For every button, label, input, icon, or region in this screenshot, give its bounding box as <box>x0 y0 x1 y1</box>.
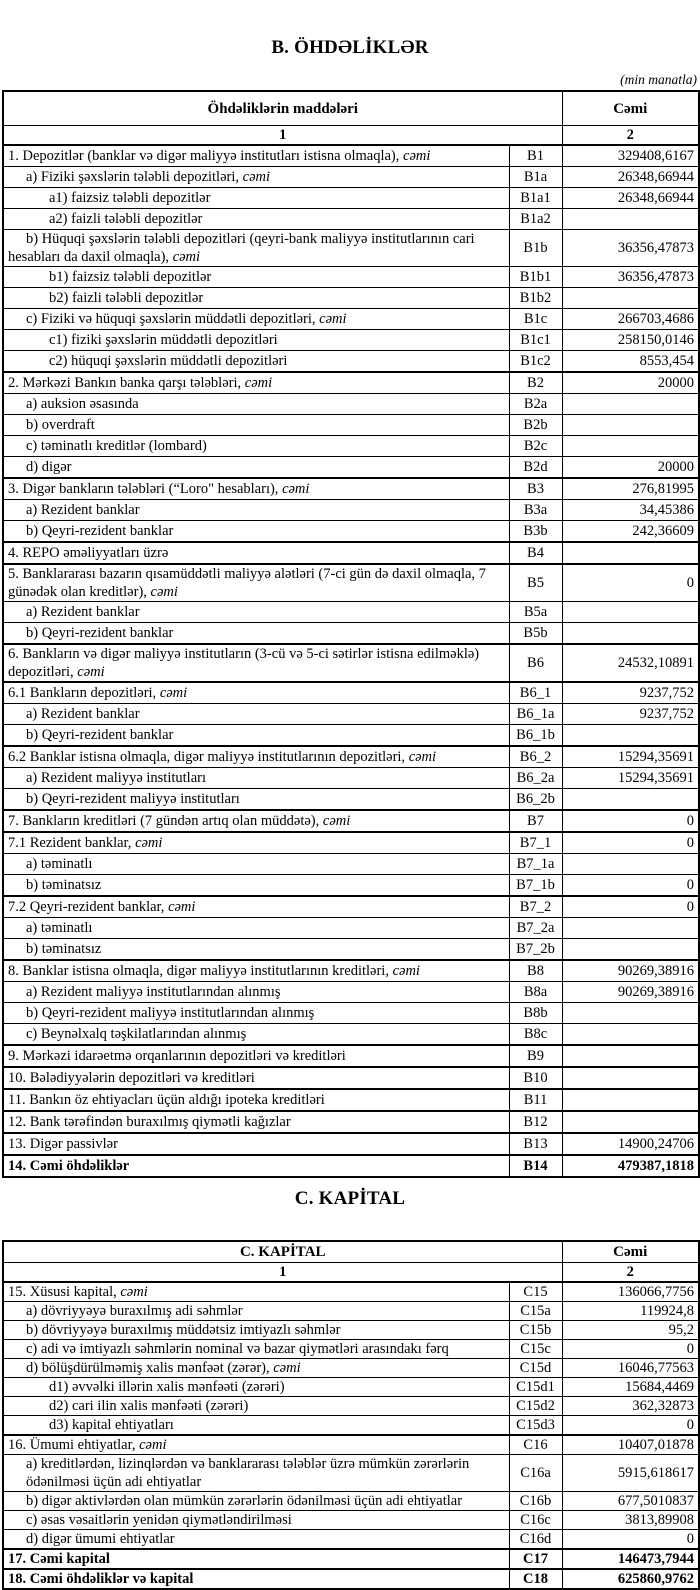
item-label: 6. Bankların və digər maliyyə institutların (3-cü və 5-ci sətirlər istisna edilməklə) depozitləri, cəmi <box>3 644 509 682</box>
item-label: 12. Bank tərəfindən buraxılmış qiymətli kağızlar <box>3 1111 509 1133</box>
item-label: c) Beynəlxalq təşkilatlarından alınmış <box>3 1024 509 1046</box>
item-label: d1) əvvəlki illərin xalis mənfəəti (zərəri) <box>3 1378 509 1397</box>
item-code: C15d2 <box>509 1397 562 1416</box>
item-label: c) təminatlı kreditlər (lombard) <box>3 436 509 457</box>
unit-note: (min manatla) <box>620 72 697 87</box>
item-code: B1b <box>509 230 562 267</box>
item-label: a) kreditlərdən, lizinqlərdən və banklararası tələblər üzrə mümkün zərərlərin ödənilməsi üçün adi ehtiyatlar <box>3 1455 509 1492</box>
item-label: 2. Mərkəzi Bankın banka qarşı tələbləri, cəmi <box>3 372 509 394</box>
item-value: 20000 <box>562 457 699 479</box>
capital-colnum-row <box>3 1263 699 1283</box>
colnum-2: 2 <box>562 126 699 146</box>
item-label: 7.1 Rezident banklar, cəmi <box>3 832 509 854</box>
item-label: a) Fiziki şəxslərin tələbli depozitləri, cəmi <box>3 167 509 188</box>
item-label: a) təminatlı <box>3 918 509 939</box>
item-value: 9237,752 <box>562 682 699 704</box>
liabilities-row-B6_2a <box>3 768 699 789</box>
item-code: B2d <box>509 457 562 479</box>
liabilities-row-B1c <box>3 309 699 330</box>
item-code: B4 <box>509 542 562 564</box>
item-label: c2) hüquqi şəxslərin müddətli depozitləri <box>3 351 509 373</box>
item-label: c) adi və imtiyazlı səhmlərin nominal və bazar qiymətləri arasındakı fərq <box>3 1340 509 1359</box>
item-code: C15d <box>509 1359 562 1378</box>
liabilities-row-B3 <box>3 478 699 500</box>
item-label: 7.2 Qeyri-rezident banklar, cəmi <box>3 896 509 918</box>
item-label: c) əsas vəsaitlərin yenidən qiymətləndirilməsi <box>3 1511 509 1530</box>
item-code: B10 <box>509 1067 562 1089</box>
liabilities-total-header: Cəmi <box>562 91 699 126</box>
capital-table <box>2 1240 700 1590</box>
capital-row-C15 <box>3 1282 699 1302</box>
item-label: 11. Bankın öz ehtiyacları üçün aldığı ipoteka kreditləri <box>3 1089 509 1111</box>
item-code: B9 <box>509 1045 562 1067</box>
item-label: a) təminatlı <box>3 854 509 875</box>
item-value: 34,45386 <box>562 500 699 521</box>
item-value <box>562 209 699 230</box>
item-label: a) Rezident maliyyə institutlarından alınmış <box>3 982 509 1003</box>
item-value: 0 <box>562 832 699 854</box>
item-label: b) Qeyri-rezident banklar <box>3 521 509 543</box>
item-label: b) dövriyyəyə buraxılmış müddətsiz imtiyazlı səhmlər <box>3 1321 509 1340</box>
item-code: B1a <box>509 167 562 188</box>
liabilities-row-B7_1b <box>3 875 699 897</box>
item-code: B2a <box>509 394 562 415</box>
item-value: 146473,7944 <box>562 1549 699 1569</box>
colnum-1: 1 <box>3 126 562 146</box>
item-code: C15c <box>509 1340 562 1359</box>
item-value: 9237,752 <box>562 704 699 725</box>
liabilities-row-B6_1b <box>3 725 699 747</box>
item-value: 0 <box>562 875 699 897</box>
item-value: 242,36609 <box>562 521 699 543</box>
liabilities-table <box>2 90 700 1178</box>
capital-row-C15a <box>3 1302 699 1321</box>
item-label: a) Rezident banklar <box>3 704 509 725</box>
item-label: a) dövriyyəyə buraxılmış adi səhmlər <box>3 1302 509 1321</box>
liabilities-row-B7_2a <box>3 918 699 939</box>
item-code: C16b <box>509 1492 562 1511</box>
item-label: b) Hüquqi şəxslərin tələbli depozitləri (qeyri-bank maliyyə institutlarının cari hesabları da daxil olmaqla), cəmi <box>3 230 509 267</box>
item-label: b) Qeyri-rezident banklar <box>3 623 509 645</box>
item-value: 3813,89908 <box>562 1511 699 1530</box>
liabilities-row-B1 <box>3 145 699 167</box>
liabilities-row-B10 <box>3 1067 699 1089</box>
item-code: B5 <box>509 564 562 602</box>
item-code: B1c2 <box>509 351 562 373</box>
item-value <box>562 623 699 645</box>
item-value: 0 <box>562 1530 699 1550</box>
item-label-italic: cəmi <box>242 169 271 185</box>
item-value: 0 <box>562 1416 699 1436</box>
liabilities-row-B13 <box>3 1133 699 1155</box>
item-value: 5915,618617 <box>562 1455 699 1492</box>
item-code: B12 <box>509 1111 562 1133</box>
item-value: 90269,38916 <box>562 982 699 1003</box>
item-label: 9. Mərkəzi idarəetmə orqanlarının depozitləri və kreditləri <box>3 1045 509 1067</box>
item-label: b) Qeyri-rezident banklar <box>3 725 509 747</box>
item-label: a1) faizsiz tələbli depozitlər <box>3 188 509 209</box>
item-value: 36356,47873 <box>562 267 699 288</box>
item-code: B5a <box>509 602 562 623</box>
item-label: b) təminatsız <box>3 939 509 961</box>
item-label: c) Fiziki və hüquqi şəxslərin müddətli depozitləri, cəmi <box>3 309 509 330</box>
item-value: 0 <box>562 564 699 602</box>
capital-row-C15d3 <box>3 1416 699 1436</box>
item-code: B6_1 <box>509 682 562 704</box>
liabilities-row-B12 <box>3 1111 699 1133</box>
item-value <box>562 1003 699 1024</box>
item-label-italic: cəmi <box>322 813 351 829</box>
item-value <box>562 602 699 623</box>
item-label: d) bölüşdürülməmiş xalis mənfəət (zərər), cəmi <box>3 1359 509 1378</box>
liabilities-row-B8 <box>3 960 699 982</box>
item-value <box>562 288 699 309</box>
item-label: a2) faizli tələbli depozitlər <box>3 209 509 230</box>
item-value: 20000 <box>562 372 699 394</box>
item-label: 6.2 Banklar istisna olmaqla, digər maliyyə institutlarının depozitləri, cəmi <box>3 746 509 768</box>
item-code: B6 <box>509 644 562 682</box>
item-code: B1c <box>509 309 562 330</box>
item-code: C15a <box>509 1302 562 1321</box>
capital-header-row <box>3 1241 699 1263</box>
item-value: 258150,0146 <box>562 330 699 351</box>
liabilities-row-B1c1 <box>3 330 699 351</box>
item-value: 136066,7756 <box>562 1282 699 1302</box>
item-value: 14900,24706 <box>562 1133 699 1155</box>
liabilities-row-B1a <box>3 167 699 188</box>
item-label: 14. Cəmi öhdəliklər <box>3 1155 509 1177</box>
liabilities-row-B6_2 <box>3 746 699 768</box>
item-code: C16a <box>509 1455 562 1492</box>
item-value: 0 <box>562 1340 699 1359</box>
item-value <box>562 939 699 961</box>
item-value <box>562 1067 699 1089</box>
item-value: 276,81995 <box>562 478 699 500</box>
item-label: 1. Depozitlər (banklar və digər maliyyə institutları istisna olmaqla), cəmi <box>3 145 509 167</box>
liabilities-row-B5a <box>3 602 699 623</box>
item-value: 26348,66944 <box>562 167 699 188</box>
item-code: B7_1 <box>509 832 562 854</box>
liabilities-row-B1a1 <box>3 188 699 209</box>
item-value: 329408,6167 <box>562 145 699 167</box>
item-code: B1a2 <box>509 209 562 230</box>
item-label-italic: cəmi <box>150 584 178 600</box>
item-label: 4. REPO əməliyyatları üzrə <box>3 542 509 564</box>
item-label: b) Qeyri-rezident maliyyə institutları <box>3 789 509 811</box>
item-code: B7_1b <box>509 875 562 897</box>
item-code: B6_2a <box>509 768 562 789</box>
item-value <box>562 1045 699 1067</box>
item-code: B8c <box>509 1024 562 1046</box>
liabilities-row-B1c2 <box>3 351 699 373</box>
liabilities-items-header: Öhdəliklərin maddələri <box>3 91 562 126</box>
item-code: C17 <box>509 1549 562 1569</box>
liabilities-row-B6_1 <box>3 682 699 704</box>
item-label: 16. Ümumi ehtiyatlar, cəmi <box>3 1435 509 1455</box>
item-code: B2b <box>509 415 562 436</box>
capital-row-C16a <box>3 1455 699 1492</box>
item-label: 5. Banklararası bazarın qısamüddətli maliyyə alətləri (7-ci gün də daxil olmaqla, 7 günədək olan kreditlər), cəmi <box>3 564 509 602</box>
item-code: C15 <box>509 1282 562 1302</box>
item-value: 0 <box>562 896 699 918</box>
capital-items-header: C. KAPİTAL <box>3 1241 562 1263</box>
item-code: C15b <box>509 1321 562 1340</box>
item-label-italic: cəmi <box>135 835 163 851</box>
item-label: 15. Xüsusi kapital, cəmi <box>3 1282 509 1302</box>
item-code: C16d <box>509 1530 562 1550</box>
item-value: 677,5010837 <box>562 1492 699 1511</box>
item-label: b1) faizsiz tələbli depozitlər <box>3 267 509 288</box>
capital-row-C16b <box>3 1492 699 1511</box>
colnum-1: 1 <box>3 1263 562 1283</box>
section-c-title: C. KAPİTAL <box>294 1188 406 1209</box>
liabilities-row-B7 <box>3 810 699 832</box>
section-b-title: B. ÖHDƏLİKLƏR <box>271 37 429 58</box>
item-value: 625860,9762 <box>562 1569 699 1589</box>
capital-row-C18 <box>3 1569 699 1589</box>
liabilities-row-B9 <box>3 1045 699 1067</box>
item-label: 6.1 Bankların depozitləri, cəmi <box>3 682 509 704</box>
item-code: B8 <box>509 960 562 982</box>
item-code: B1 <box>509 145 562 167</box>
capital-row-C15c <box>3 1340 699 1359</box>
item-value: 36356,47873 <box>562 230 699 267</box>
item-value: 10407,01878 <box>562 1435 699 1455</box>
item-code: C16c <box>509 1511 562 1530</box>
item-code: B2c <box>509 436 562 457</box>
item-value: 26348,66944 <box>562 188 699 209</box>
liabilities-row-B5b <box>3 623 699 645</box>
colnum-2: 2 <box>562 1263 699 1283</box>
item-label-italic: cəmi <box>159 685 188 701</box>
item-label: b) Qeyri-rezident maliyyə institutlarından alınmış <box>3 1003 509 1024</box>
liabilities-row-B1a2 <box>3 209 699 230</box>
item-label: d) digər <box>3 457 509 479</box>
item-value <box>562 1024 699 1046</box>
item-value: 95,2 <box>562 1321 699 1340</box>
item-label: d3) kapital ehtiyatları <box>3 1416 509 1436</box>
item-value: 90269,38916 <box>562 960 699 982</box>
item-label: a) Rezident banklar <box>3 500 509 521</box>
item-value: 16046,77563 <box>562 1359 699 1378</box>
liabilities-row-B6_1a <box>3 704 699 725</box>
item-label-italic: cəmi <box>172 249 201 265</box>
item-value <box>562 394 699 415</box>
item-label-italic: cəmi <box>77 664 105 680</box>
item-label: d) digər ümumi ehtiyatlar <box>3 1530 509 1550</box>
item-code: B3 <box>509 478 562 500</box>
item-label: b2) faizli tələbli depozitlər <box>3 288 509 309</box>
item-label: 18. Cəmi öhdəliklər və kapital <box>3 1569 509 1589</box>
item-label: 7. Bankların kreditləri (7 gündən artıq olan müddətə), cəmi <box>3 810 509 832</box>
item-code: C18 <box>509 1569 562 1589</box>
item-label: 13. Digər passivlər <box>3 1133 509 1155</box>
item-code: B7_2a <box>509 918 562 939</box>
item-code: B7 <box>509 810 562 832</box>
item-value: 15294,35691 <box>562 746 699 768</box>
item-value <box>562 918 699 939</box>
liabilities-row-B2b <box>3 415 699 436</box>
liabilities-row-B3a <box>3 500 699 521</box>
item-code: B11 <box>509 1089 562 1111</box>
item-code: B7_2b <box>509 939 562 961</box>
item-code: B1b2 <box>509 288 562 309</box>
item-value: 0 <box>562 810 699 832</box>
liabilities-row-B7_2 <box>3 896 699 918</box>
item-code: B13 <box>509 1133 562 1155</box>
item-code: B8b <box>509 1003 562 1024</box>
liabilities-row-B8b <box>3 1003 699 1024</box>
item-code: B14 <box>509 1155 562 1177</box>
liabilities-row-B8c <box>3 1024 699 1046</box>
item-label: a) Rezident banklar <box>3 602 509 623</box>
item-code: B2 <box>509 372 562 394</box>
item-value <box>562 415 699 436</box>
item-label-italic: cəmi <box>168 899 196 915</box>
item-label: b) təminatsız <box>3 875 509 897</box>
liabilities-row-B2c <box>3 436 699 457</box>
item-value: 24532,10891 <box>562 644 699 682</box>
capital-row-C16c <box>3 1511 699 1530</box>
capital-rows <box>3 1282 699 1589</box>
liabilities-rows <box>3 145 699 1177</box>
liabilities-row-B14 <box>3 1155 699 1177</box>
liabilities-row-B5 <box>3 564 699 602</box>
item-value <box>562 725 699 747</box>
capital-row-C15d1 <box>3 1378 699 1397</box>
liabilities-row-B1b <box>3 230 699 267</box>
liabilities-row-B3b <box>3 521 699 543</box>
liabilities-row-B8a <box>3 982 699 1003</box>
item-code: B6_1b <box>509 725 562 747</box>
item-code: B1a1 <box>509 188 562 209</box>
item-code: B3b <box>509 521 562 543</box>
item-code: B3a <box>509 500 562 521</box>
capital-row-C16d <box>3 1530 699 1550</box>
item-code: B8a <box>509 982 562 1003</box>
item-label: b) overdraft <box>3 415 509 436</box>
item-label-italic: cəmi <box>392 963 420 979</box>
item-code: C15d1 <box>509 1378 562 1397</box>
item-value: 119924,8 <box>562 1302 699 1321</box>
item-value <box>562 1111 699 1133</box>
item-code: B6_1a <box>509 704 562 725</box>
liabilities-colnum-row <box>3 126 699 146</box>
item-value <box>562 854 699 875</box>
liabilities-row-B2 <box>3 372 699 394</box>
item-label: a) Rezident maliyyə institutları <box>3 768 509 789</box>
item-value <box>562 789 699 811</box>
item-label: 10. Bələdiyyələrin depozitləri və kreditləri <box>3 1067 509 1089</box>
item-code: B6_2 <box>509 746 562 768</box>
item-code: B6_2b <box>509 789 562 811</box>
item-value <box>562 1089 699 1111</box>
item-value: 15294,35691 <box>562 768 699 789</box>
item-code: B5b <box>509 623 562 645</box>
item-value: 362,32873 <box>562 1397 699 1416</box>
item-code: B7_1a <box>509 854 562 875</box>
liabilities-row-B2d <box>3 457 699 479</box>
item-code: B1c1 <box>509 330 562 351</box>
item-label: 8. Banklar istisna olmaqla, digər maliyyə institutlarının kreditləri, cəmi <box>3 960 509 982</box>
item-value: 479387,1818 <box>562 1155 699 1177</box>
item-label-italic: cəmi <box>120 1284 148 1300</box>
liabilities-row-B6_2b <box>3 789 699 811</box>
item-value <box>562 542 699 564</box>
item-label-italic: cəmi <box>282 481 310 497</box>
item-code: C16 <box>509 1435 562 1455</box>
item-label-italic: cəmi <box>403 148 431 164</box>
liabilities-row-B1b1 <box>3 267 699 288</box>
liabilities-row-B7_2b <box>3 939 699 961</box>
item-value <box>562 436 699 457</box>
capital-row-C15b <box>3 1321 699 1340</box>
liabilities-row-B7_1a <box>3 854 699 875</box>
item-label-italic: cəmi <box>244 375 273 391</box>
capital-row-C15d <box>3 1359 699 1378</box>
item-label-italic: cəmi <box>273 1360 301 1376</box>
capital-row-C16 <box>3 1435 699 1455</box>
item-label-italic: cəmi <box>139 1437 167 1453</box>
liabilities-row-B6 <box>3 644 699 682</box>
item-value: 8553,454 <box>562 351 699 373</box>
item-label-italic: cəmi <box>408 749 437 765</box>
capital-row-C17 <box>3 1549 699 1569</box>
item-label: b) digər aktivlərdən olan mümkün zərərlərin ödənilməsi üçün adi ehtiyatlar <box>3 1492 509 1511</box>
liabilities-row-B11 <box>3 1089 699 1111</box>
item-value: 15684,4469 <box>562 1378 699 1397</box>
capital-row-C15d2 <box>3 1397 699 1416</box>
liabilities-row-B2a <box>3 394 699 415</box>
item-label: c1) fiziki şəxslərin müddətli depozitləri <box>3 330 509 351</box>
item-code: B7_2 <box>509 896 562 918</box>
item-label: a) auksion əsasında <box>3 394 509 415</box>
item-code: B1b1 <box>509 267 562 288</box>
item-label: d2) cari ilin xalis mənfəəti (zərəri) <box>3 1397 509 1416</box>
item-label: 3. Digər bankların tələbləri (“Loro" hesabları), cəmi <box>3 478 509 500</box>
item-label-italic: cəmi <box>319 311 347 327</box>
liabilities-row-B1b2 <box>3 288 699 309</box>
liabilities-row-B7_1 <box>3 832 699 854</box>
liabilities-header-row <box>3 91 699 126</box>
capital-total-header: Cəmi <box>562 1241 699 1263</box>
item-label: 17. Cəmi kapital <box>3 1549 509 1569</box>
item-code: C15d3 <box>509 1416 562 1436</box>
item-value: 266703,4686 <box>562 309 699 330</box>
liabilities-row-B4 <box>3 542 699 564</box>
